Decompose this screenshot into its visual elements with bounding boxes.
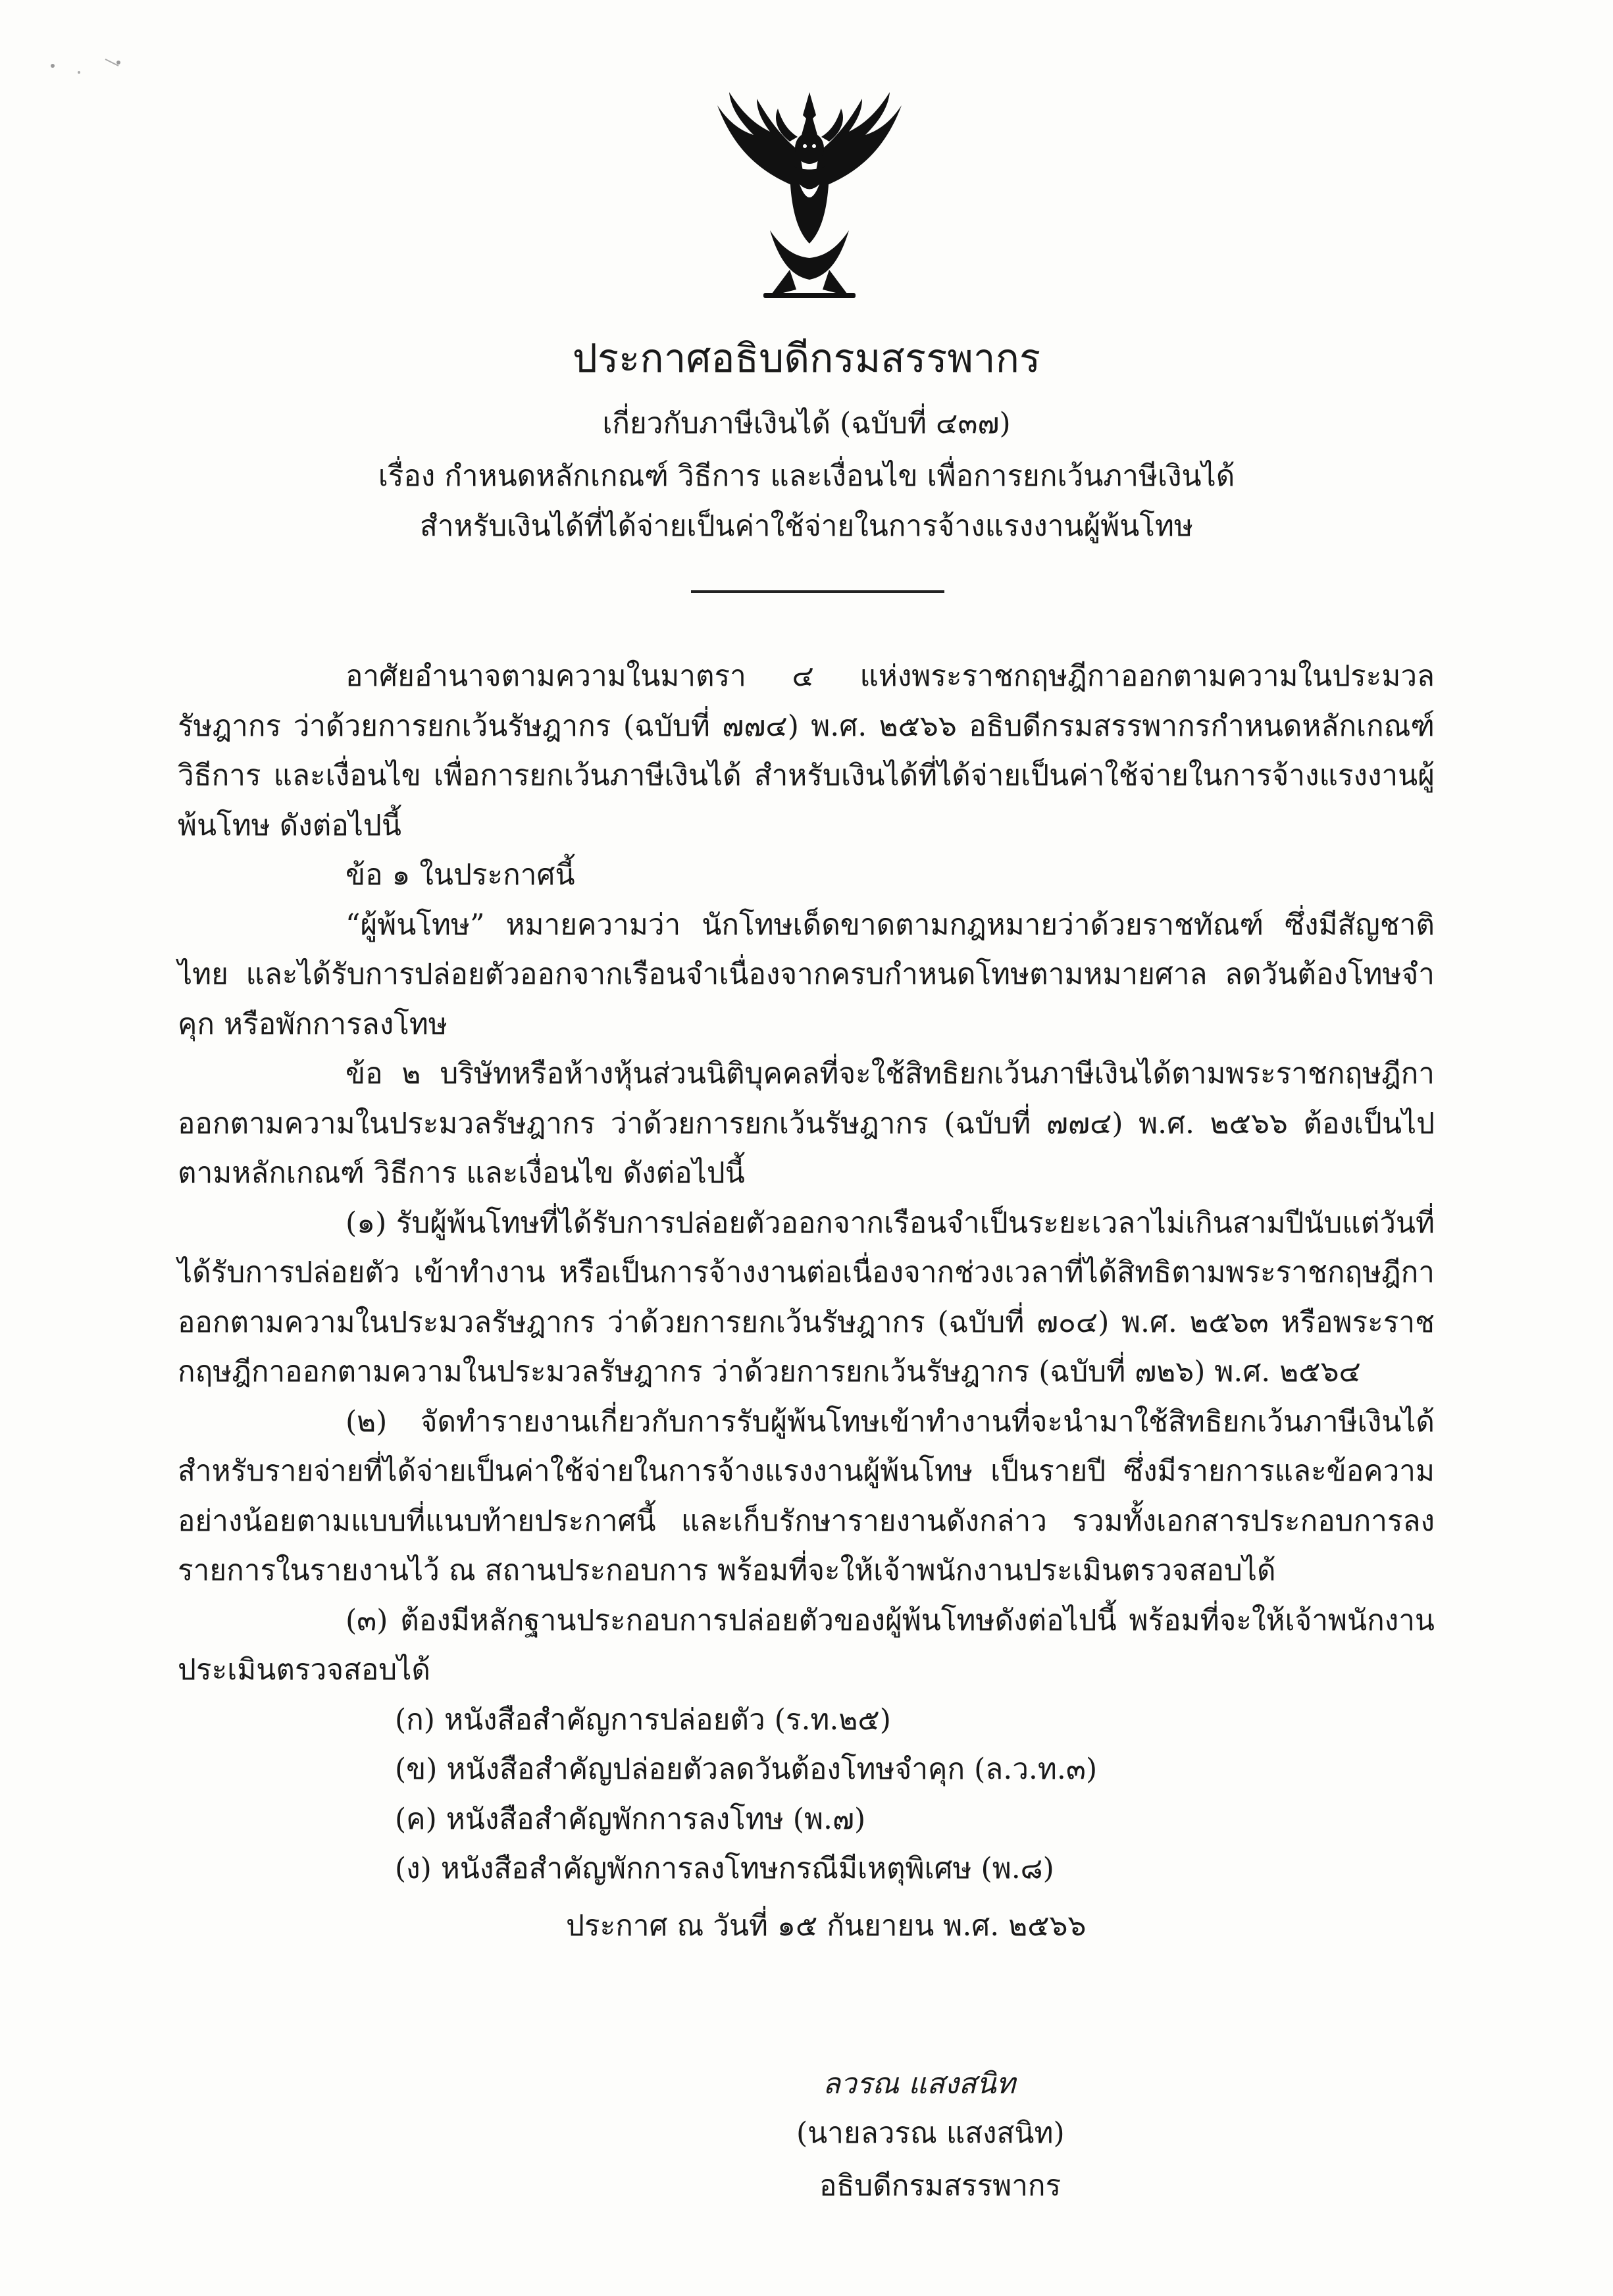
announcement-title: ประกาศอธิบดีกรมสรรพากร (572, 336, 1041, 382)
scan-specks (39, 46, 145, 86)
subject-line-2: สำหรับเงินได้ที่ได้จ่ายเป็นค่าใช้จ่ายในการจ้างแรงงานผู้พ้นโทษ (420, 509, 1193, 543)
clause-2-item-3: (๓) ต้องมีหลักฐานประกอบการปล่อยตัวของผู้พ้นโทษดังต่อไปนี้ พร้อมที่จะให้เจ้าพนักงานประเมินตรวจสอบได้ (178, 1603, 1435, 1687)
intro-paragraph: อาศัยอำนาจตามความในมาตรา ๔ แห่งพระราชกฤษฎีกาออกตามความในประมวลรัษฎากร ว่าด้วยการยกเว้นรัษฎากร (ฉบับที่ ๗๗๔) พ.ศ. ๒๕๖๖ อธิบดีกรมสรรพากรกำหนดหลักเกณฑ์ วิธีการ และเงื่อนไข เพื่อการยกเว้นภาษีเงินได้ สำหรับเงินได้ที่ได้จ่ายเป็นค่าใช้จ่ายในการจ้างแรงงานผู้พ้นโทษ ดังต่อไปนี้ (178, 659, 1435, 842)
signature: ลวรณ แสงสนิท (823, 2067, 1015, 2101)
document-sub-item: (ข) หนังสือสำคัญปล่อยตัวลดวันต้องโทษจำคุก (ล.ว.ท.๓) (395, 1752, 1098, 1786)
clause-2-item-1: (๑) รับผู้พ้นโทษที่ได้รับการปล่อยตัวออกจากเรือนจำเป็นระยะเวลาไม่เกินสามปีนับแต่วันที่ได้รับการปล่อยตัว เข้าทำงาน หรือเป็นการจ้างงานต่อเนื่องจากช่วงเวลาที่ได้สิทธิตามพระราชกฤษฎีกาออกตามความในประมวลรัษฎากร ว่าด้วยการยกเว้นรัษฎากร (ฉบับที่ ๗๐๔) พ.ศ. ๒๕๖๓ หรือพระราชกฤษฎีกาออกตามความในประมวลรัษฎากร ว่าด้วยการยกเว้นรัษฎากร (ฉบับที่ ๗๒๖) พ.ศ. ๒๕๖๔ (178, 1206, 1435, 1389)
title-divider (691, 590, 944, 593)
signatory-position: อธิบดีกรมสรรพากร (819, 2169, 1062, 2203)
clause-2-item-2: (๒) จัดทำรายงานเกี่ยวกับการรับผู้พ้นโทษเข้าทำงานที่จะนำมาใช้สิทธิยกเว้นภาษีเงินได้สำหรับรายจ่ายที่ได้จ่ายเป็นค่าใช้จ่ายในการจ้างแรงงานผู้พ้นโทษ เป็นรายปี ซึ่งมีรายการและข้อความอย่างน้อยตามแบบที่แนบท้ายประกาศนี้ และเก็บรักษารายงานดังกล่าว รวมทั้งเอกสารประกอบการลงรายการในรายงานไว้ ณ สถานประกอบการ พร้อมที่จะให้เจ้าพนักงานประเมินตรวจสอบได้ (178, 1404, 1435, 1587)
announcement-subtitle: เกี่ยวกับภาษีเงินได้ (ฉบับที่ ๔๓๗) (602, 407, 1011, 440)
clause-2-paragraph: ข้อ ๒ บริษัทหรือห้างหุ้นส่วนนิติบุคคลที่จะใช้สิทธิยกเว้นภาษีเงินได้ตามพระราชกฤษฎีกาออกตามความในประมวลรัษฎากร ว่าด้วยการยกเว้นรัษฎากร (ฉบับที่ ๗๗๔) พ.ศ. ๒๕๖๖ ต้องเป็นไปตามหลักเกณฑ์ วิธีการ และเงื่อนไข ดังต่อไปนี้ (178, 1057, 1435, 1190)
clause-1-heading: ข้อ ๑ ในประกาศนี้ (346, 858, 575, 892)
clause-1-definition: “ผู้พ้นโทษ” หมายความว่า นักโทษเด็ดขาดตามกฎหมายว่าด้วยราชทัณฑ์ ซึ่งมีสัญชาติไทย และได้รับการปล่อยตัวออกจากเรือนจำเนื่องจากครบกำหนดโทษตามหมายศาล ลดวันต้องโทษจำคุก หรือพักการลงโทษ (178, 907, 1435, 1041)
document-sub-item: (ค) หนังสือสำคัญพักการลงโทษ (พ.๗) (395, 1802, 866, 1836)
subject-line-1: เรื่อง กำหนดหลักเกณฑ์ วิธีการ และเงื่อนไข เพื่อการยกเว้นภาษีเงินได้ (378, 459, 1235, 493)
signatory-full-name: (นายลวรณ แสงสนิท) (796, 2116, 1065, 2150)
announcement-body (178, 651, 1435, 1894)
garuda-emblem-icon (691, 79, 928, 309)
document-sub-item: (ก) หนังสือสำคัญการปล่อยตัว (ร.ท.๒๕) (395, 1702, 891, 1737)
announcement-date: ประกาศ ณ วันที่ ๑๕ กันยายน พ.ศ. ๒๕๖๖ (566, 1909, 1087, 1943)
document-sub-item: (ง) หนังสือสำคัญพักการลงโทษกรณีมีเหตุพิเศษ (พ.๘) (395, 1852, 1054, 1885)
